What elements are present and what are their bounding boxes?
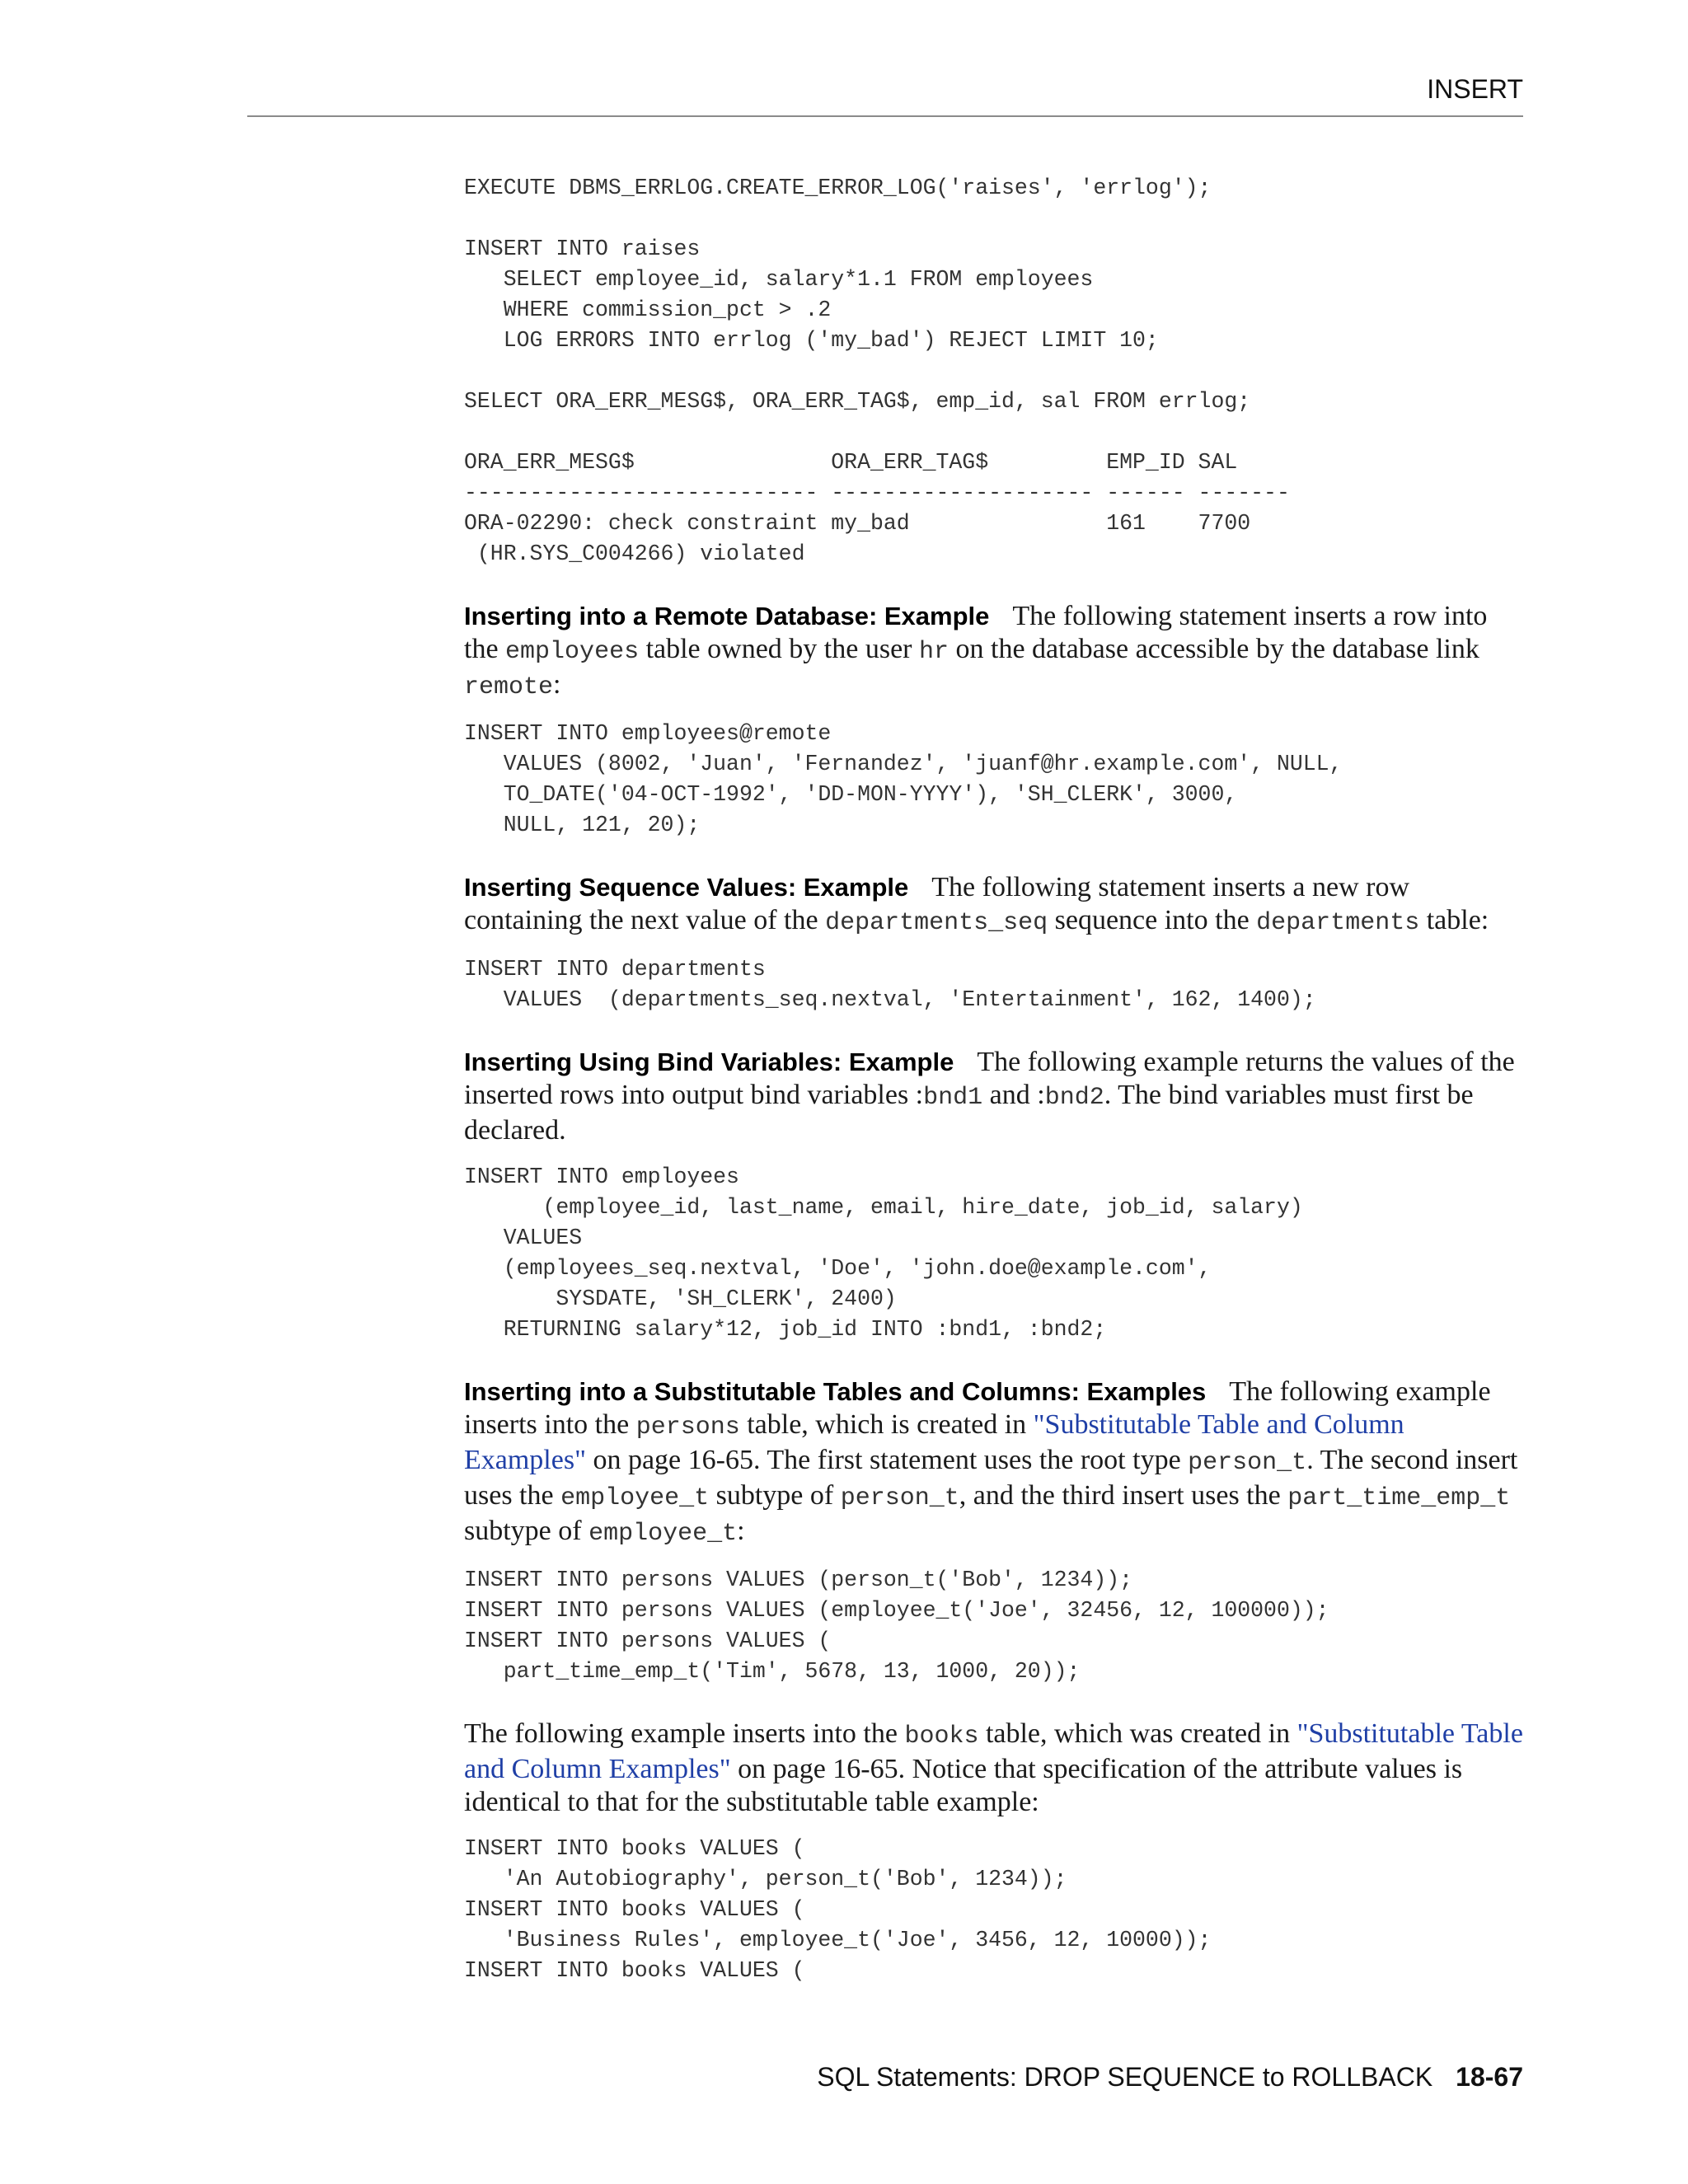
inline-code: bnd2 [1044, 1084, 1104, 1112]
inline-code: person_t [840, 1484, 959, 1512]
heading-remote-database: Inserting into a Remote Database: Example [464, 602, 990, 630]
header-rule [247, 115, 1523, 117]
code-books-insert: INSERT INTO books VALUES ( 'An Autobiography', person_t('Bob', 1234)); INSERT INTO books VALUES ( 'Business Rules', employee_t('Joe', 3456, 12, 10000)); INSERT INTO books VALUES ( [464, 1836, 1212, 1983]
inline-code: departments [1256, 909, 1420, 937]
code-persons-insert: INSERT INTO persons VALUES (person_t('Bob', 1234)); INSERT INTO persons VALUES (employee_t('Joe', 32456, 12, 100000)); INSERT INTO persons VALUES ( part_time_emp_t('Tim', 5678, 13, 1000, 20)); [464, 1568, 1329, 1684]
para-books: The following example inserts into the books table, which was created in "Substitutable Table and Column Examples" on page 16-65. Notice that specification of the attribute values is identical to that for the substitutable table example: [464, 1718, 1523, 1817]
inline-code: bnd1 [923, 1084, 983, 1112]
para-sequence-values: Inserting Sequence Values: Example The following statement inserts a new row containing the next value of the departments_seq sequence into the departments table: [464, 872, 1489, 937]
code-errlog-example: EXECUTE DBMS_ERRLOG.CREATE_ERROR_LOG('raises', 'errlog'); INSERT INTO raises SELECT employee_id, salary*1.1 FROM employees WHERE commission_pct > .2 LOG ERRORS INTO errlog ('my_bad') REJECT LIMIT 10; SELECT ORA_ERR_MESG$, ORA_ERR_TAG$, emp_id, sal FROM errlog; ORA_ERR_MESG$ ORA_ERR_TAG$ EMP_ID SAL --------------------------- -------------------- ------ ------- ORA-02290: check constraint my_bad 161 7700 (HR.SYS_C004266) violated [464, 176, 1290, 566]
page-content [464, 173, 1527, 1986]
inline-code: hr [918, 638, 949, 666]
para-substitutable-tables: Inserting into a Substitutable Tables and Columns: Examples The following example inserts into the persons table, which is created in "Substitutable Table and Column Examples" on page 16-65. The first statement uses the root type person_t. The second insert uses the employee_t subtype of person_t, and the third insert uses the part_time_emp_t subtype of employee_t: [464, 1376, 1518, 1548]
code-sequence-insert: INSERT INTO departments VALUES (departments_seq.nextval, 'Entertainment', 162, 1400); [464, 957, 1316, 1012]
link-substitutable-examples[interactable]: "Substitutable Table and Column Examples" [464, 1409, 1404, 1475]
page-footer [817, 2062, 1523, 2093]
code-remote-insert: INSERT INTO employees@remote VALUES (8002, 'Juan', 'Fernandez', 'juanf@hr.example.com', NULL, TO_DATE('04-OCT-1992', 'DD-MON-YYYY'), 'SH_CLERK', 3000, NULL, 121, 20); [464, 721, 1343, 837]
footer-title: SQL Statements: DROP SEQUENCE to ROLLBACK [817, 2062, 1433, 2092]
inline-code: departments_seq [825, 909, 1048, 937]
para-bind-variables: Inserting Using Bind Variables: Example The following example returns the values of the inserted rows into output bind variables :bnd1 and :bnd2. The bind variables must first be declared. [464, 1047, 1515, 1146]
heading-substitutable-tables: Inserting into a Substitutable Tables and Columns: Examples [464, 1377, 1207, 1406]
heading-bind-variables: Inserting Using Bind Variables: Example [464, 1047, 954, 1076]
heading-sequence-values: Inserting Sequence Values: Example [464, 873, 909, 902]
inline-code: persons [635, 1413, 740, 1441]
inline-code: books [904, 1722, 979, 1750]
para-remote-database: Inserting into a Remote Database: Example The following statement inserts a row into the employees table owned by the user hr on the database accessible by the database link remote: [464, 601, 1488, 701]
link-substitutable-examples[interactable]: "Substitutable Table and Column Examples" [464, 1718, 1523, 1784]
inline-code: part_time_emp_t [1287, 1484, 1511, 1512]
inline-code: employees [505, 638, 640, 666]
code-bind-insert: INSERT INTO employees (employee_id, last_name, email, hire_date, job_id, salary) VALUES (employees_seq.nextval, 'Doe', 'john.doe@example.com', SYSDATE, 'SH_CLERK', 2400) RETURNING salary*12, job_id INTO :bnd1, :bnd2; [464, 1165, 1303, 1342]
page-number: 18-67 [1456, 2062, 1523, 2092]
inline-code: employee_t [588, 1520, 738, 1548]
inline-code: employee_t [560, 1484, 710, 1512]
running-header: INSERT [1427, 74, 1523, 104]
inline-code: remote [464, 673, 554, 701]
inline-code: person_t [1188, 1449, 1307, 1477]
